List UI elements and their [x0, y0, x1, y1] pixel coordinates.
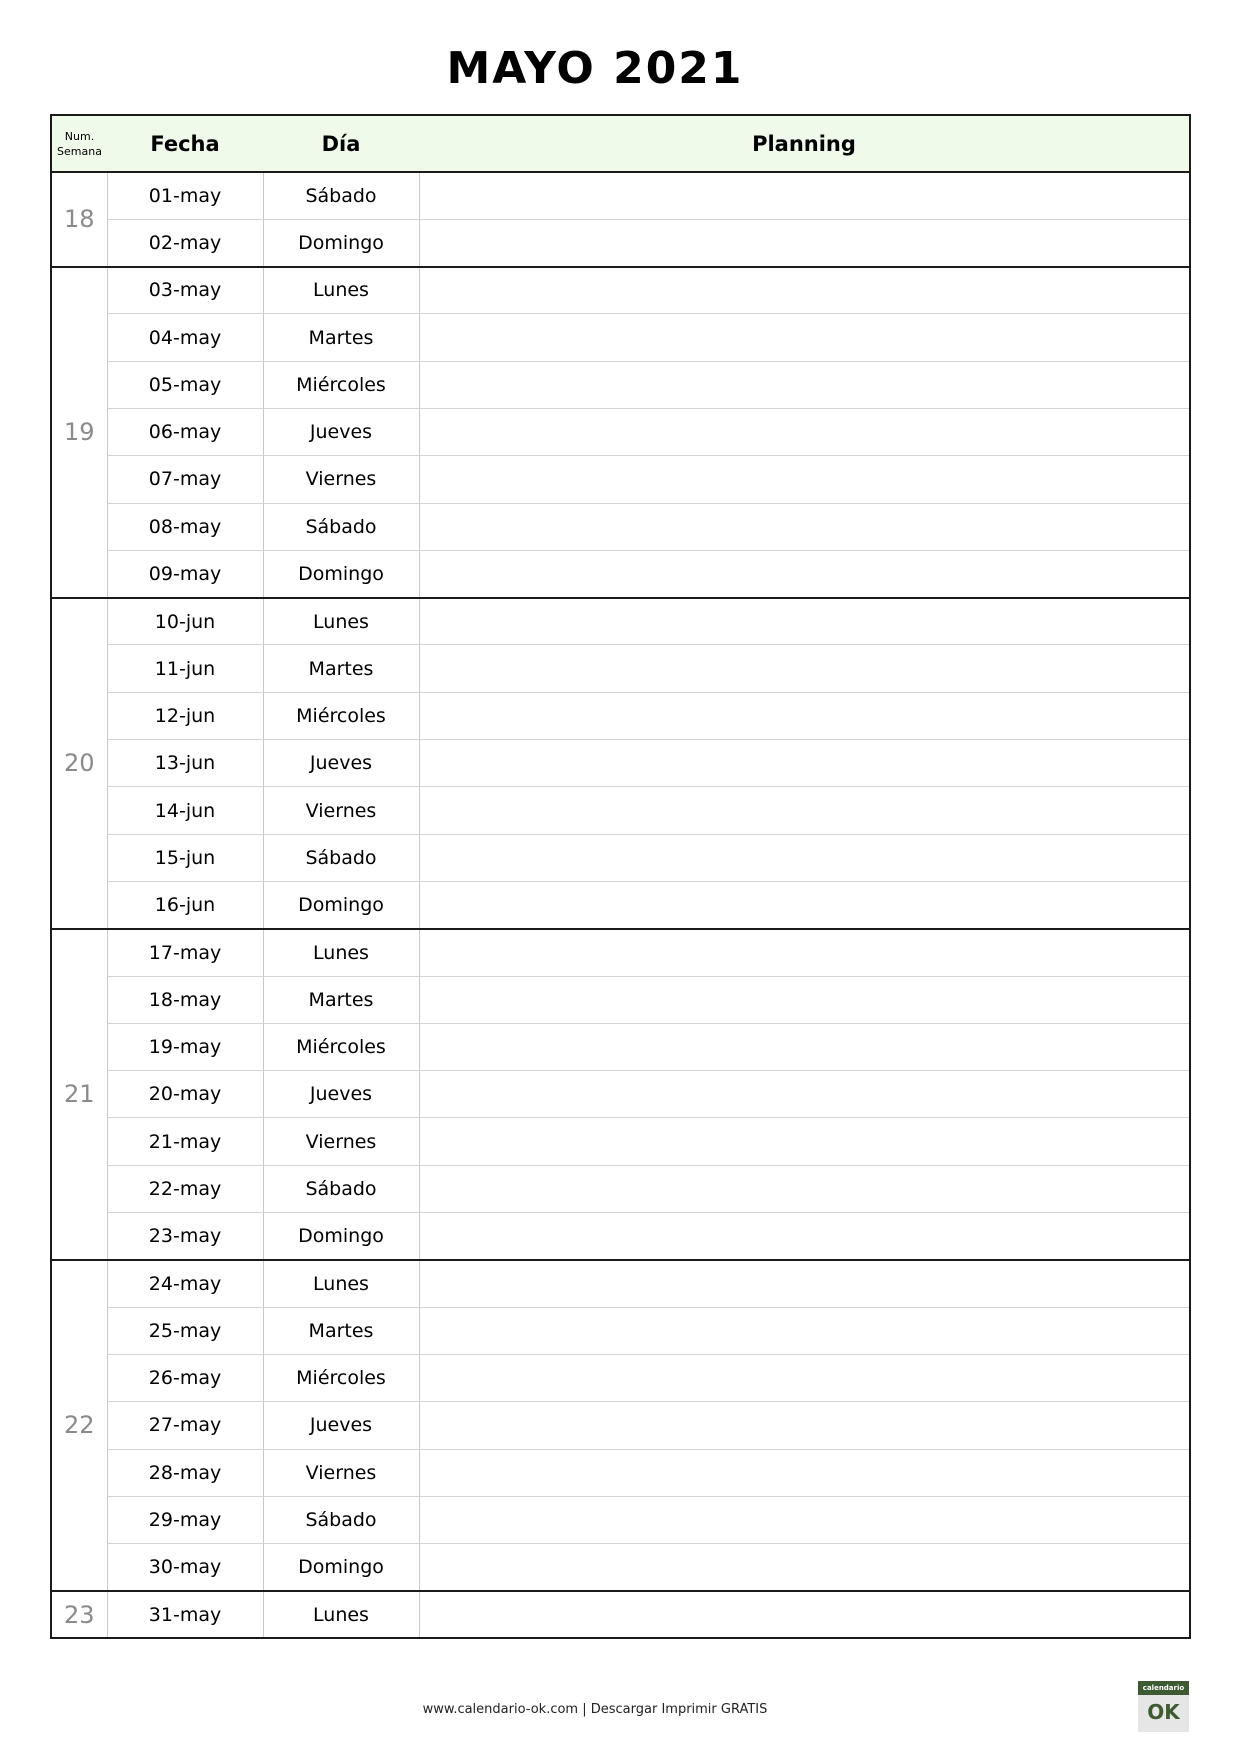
day-row: [51, 598, 1190, 645]
planning-cell[interactable]: [419, 692, 1190, 739]
day-row: [51, 1544, 1190, 1591]
week-number-header: [51, 115, 107, 172]
day-row: [51, 1023, 1190, 1070]
week-header-line1: Num.: [64, 129, 95, 143]
day-row: [51, 740, 1190, 787]
planning-cell[interactable]: [419, 1260, 1190, 1307]
header-row: [51, 115, 1190, 172]
day-name-cell: Sábado: [263, 1496, 419, 1543]
week-number-cell: 20: [51, 598, 107, 929]
day-row: [51, 1354, 1190, 1401]
planning-cell[interactable]: [419, 740, 1190, 787]
planning-cell[interactable]: [419, 645, 1190, 692]
date-cell: 19-may: [107, 1023, 263, 1070]
day-row: [51, 692, 1190, 739]
day-row: [51, 929, 1190, 976]
planning-cell[interactable]: [419, 787, 1190, 834]
date-cell: 21-may: [107, 1118, 263, 1165]
date-cell: 24-may: [107, 1260, 263, 1307]
date-cell: 30-may: [107, 1544, 263, 1591]
planning-cell[interactable]: [419, 314, 1190, 361]
page-title: MAYO 2021: [446, 43, 744, 94]
day-name-cell: Jueves: [263, 740, 419, 787]
week-number-cell: 22: [51, 1260, 107, 1591]
day-row: [51, 645, 1190, 692]
date-cell: 28-may: [107, 1449, 263, 1496]
day-name-cell: Miércoles: [263, 692, 419, 739]
day-name-cell: Jueves: [263, 408, 419, 455]
date-cell: 12-jun: [107, 692, 263, 739]
calendario-ok-logo: [1138, 1681, 1189, 1732]
day-name-cell: Martes: [263, 314, 419, 361]
date-cell: 11-jun: [107, 645, 263, 692]
date-cell: 17-may: [107, 929, 263, 976]
planning-cell[interactable]: [419, 929, 1190, 976]
day-name-cell: Lunes: [263, 598, 419, 645]
date-cell: 29-may: [107, 1496, 263, 1543]
day-name-cell: Jueves: [263, 1402, 419, 1449]
planning-cell[interactable]: [419, 976, 1190, 1023]
date-cell: 01-may: [107, 172, 263, 219]
day-header: Día: [263, 115, 419, 172]
day-name-cell: Lunes: [263, 1591, 419, 1638]
planning-cell[interactable]: [419, 834, 1190, 881]
day-name-cell: Jueves: [263, 1071, 419, 1118]
day-name-cell: Domingo: [263, 1544, 419, 1591]
day-name-cell: Martes: [263, 645, 419, 692]
day-name-cell: Domingo: [263, 881, 419, 928]
date-cell: 02-may: [107, 219, 263, 266]
day-name-cell: Lunes: [263, 267, 419, 314]
date-cell: 10-jun: [107, 598, 263, 645]
date-cell: 31-may: [107, 1591, 263, 1638]
date-cell: 13-jun: [107, 740, 263, 787]
day-row: [51, 1260, 1190, 1307]
date-cell: 09-may: [107, 550, 263, 597]
date-cell: 27-may: [107, 1402, 263, 1449]
planning-cell[interactable]: [419, 550, 1190, 597]
day-row: [51, 976, 1190, 1023]
day-row: [51, 1591, 1190, 1638]
planning-cell[interactable]: [419, 219, 1190, 266]
planning-cell[interactable]: [419, 1449, 1190, 1496]
planning-cell[interactable]: [419, 172, 1190, 219]
planning-table: [50, 114, 1191, 1639]
day-name-cell: Miércoles: [263, 361, 419, 408]
day-row: [51, 881, 1190, 928]
day-row: [51, 314, 1190, 361]
date-cell: 22-may: [107, 1165, 263, 1212]
date-cell: 15-jun: [107, 834, 263, 881]
date-cell: 18-may: [107, 976, 263, 1023]
day-row: [51, 550, 1190, 597]
planning-cell[interactable]: [419, 1213, 1190, 1260]
day-row: [51, 408, 1190, 455]
day-name-cell: Martes: [263, 1307, 419, 1354]
logo-main-text: OK: [1147, 1700, 1180, 1724]
planning-cell[interactable]: [419, 408, 1190, 455]
date-cell: 03-may: [107, 267, 263, 314]
day-name-cell: Domingo: [263, 1213, 419, 1260]
day-row: [51, 1402, 1190, 1449]
day-name-cell: Sábado: [263, 172, 419, 219]
day-name-cell: Martes: [263, 976, 419, 1023]
date-cell: 06-may: [107, 408, 263, 455]
day-row: [51, 834, 1190, 881]
planning-cell[interactable]: [419, 1118, 1190, 1165]
planning-header: Planning: [419, 115, 1190, 172]
planner-body: [51, 172, 1190, 1638]
planning-cell[interactable]: [419, 881, 1190, 928]
date-cell: 05-may: [107, 361, 263, 408]
logo-top-text: calendario: [1138, 1681, 1189, 1695]
planning-cell[interactable]: [419, 1402, 1190, 1449]
week-number-cell: 18: [51, 172, 107, 267]
day-row: [51, 1449, 1190, 1496]
planning-cell[interactable]: [419, 1591, 1190, 1638]
date-cell: 20-may: [107, 1071, 263, 1118]
day-name-cell: Viernes: [263, 1118, 419, 1165]
day-name-cell: Viernes: [263, 456, 419, 503]
date-cell: 07-may: [107, 456, 263, 503]
planning-cell[interactable]: [419, 1496, 1190, 1543]
day-row: [51, 267, 1190, 314]
date-cell: 26-may: [107, 1354, 263, 1401]
planning-cell[interactable]: [419, 1165, 1190, 1212]
day-name-cell: Miércoles: [263, 1023, 419, 1070]
date-cell: 08-may: [107, 503, 263, 550]
day-name-cell: Sábado: [263, 834, 419, 881]
day-name-cell: Domingo: [263, 219, 419, 266]
day-name-cell: Lunes: [263, 1260, 419, 1307]
day-row: [51, 456, 1190, 503]
planning-cell[interactable]: [419, 598, 1190, 645]
day-name-cell: Lunes: [263, 929, 419, 976]
week-header-line2: Semana: [57, 144, 102, 158]
day-name-cell: Sábado: [263, 1165, 419, 1212]
day-name-cell: Sábado: [263, 503, 419, 550]
planning-cell[interactable]: [419, 1307, 1190, 1354]
planning-cell[interactable]: [419, 361, 1190, 408]
day-name-cell: Viernes: [263, 787, 419, 834]
date-cell: 16-jun: [107, 881, 263, 928]
planning-cell[interactable]: [419, 1354, 1190, 1401]
day-row: [51, 1071, 1190, 1118]
day-row: [51, 1165, 1190, 1212]
day-name-cell: Viernes: [263, 1449, 419, 1496]
day-name-cell: Miércoles: [263, 1354, 419, 1401]
day-name-cell: Domingo: [263, 550, 419, 597]
day-row: [51, 1307, 1190, 1354]
week-number-cell: 19: [51, 267, 107, 598]
day-row: [51, 787, 1190, 834]
week-number-cell: 23: [51, 1591, 107, 1638]
planning-cell[interactable]: [419, 1071, 1190, 1118]
day-row: [51, 1118, 1190, 1165]
date-cell: 25-may: [107, 1307, 263, 1354]
day-row: [51, 361, 1190, 408]
day-row: [51, 1496, 1190, 1543]
week-number-cell: 21: [51, 929, 107, 1260]
planning-cell[interactable]: [419, 503, 1190, 550]
planning-cell[interactable]: [419, 267, 1190, 314]
day-row: [51, 503, 1190, 550]
day-row: [51, 219, 1190, 266]
date-cell: 23-may: [107, 1213, 263, 1260]
planning-cell[interactable]: [419, 1544, 1190, 1591]
footer-text: www.calendario-ok.com | Descargar Imprimir GRATIS: [422, 1702, 768, 1717]
date-cell: 14-jun: [107, 787, 263, 834]
planning-cell[interactable]: [419, 1023, 1190, 1070]
day-row: [51, 1213, 1190, 1260]
date-header: Fecha: [107, 115, 263, 172]
date-cell: 04-may: [107, 314, 263, 361]
day-row: [51, 172, 1190, 219]
planning-cell[interactable]: [419, 456, 1190, 503]
